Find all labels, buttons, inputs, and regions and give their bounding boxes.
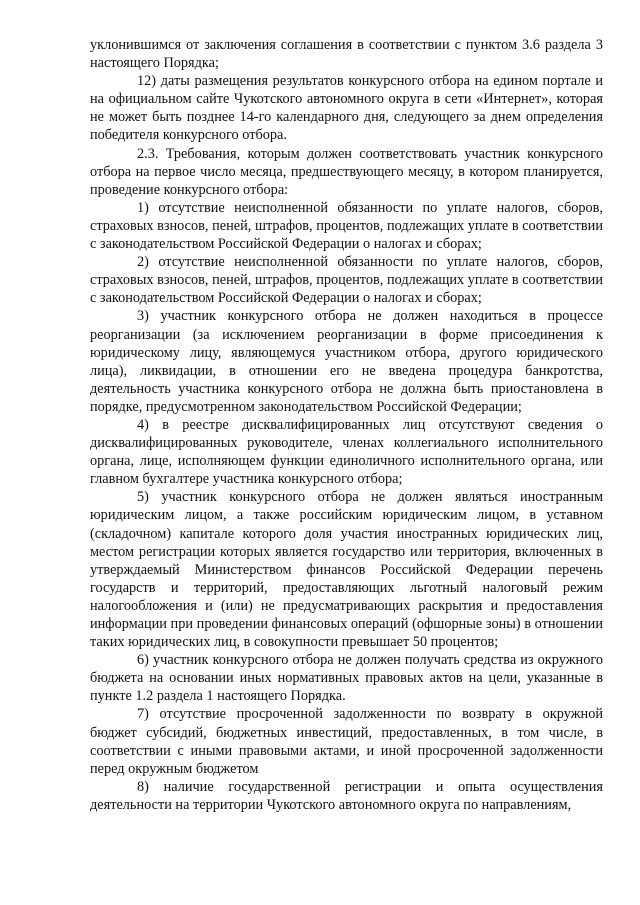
document-page [90, 36, 603, 814]
paragraph-item-8: 8) наличие государственной регистрации и опыта осуществления деятельности на территории Чукотского автономного округа по направлениям, [90, 778, 603, 813]
paragraph-item-6: 6) участник конкурсного отбора не должен получать средства из окружного бюджета на основании иных нормативных правовых актов на цели, указанные в пункте 1.2 раздела 1 настоящего Порядка. [90, 652, 603, 705]
paragraph-item-5: 5) участник конкурсного отбора не должен являться иностранным юридическим лицом, а также российским юридическим лицом, в уставном (складочном) капитале которого доля участия иностранных юридических лиц, местом регистрации которых является государство или территория, включенных в утверждаемый Министерством финансов Российской Федерации перечень государств и территорий, предоставляющих льготный налоговый режим налогообложения и (или) не предусматривающих раскрытия и предоставления информации при проведении финансовых операций (офшорные зоны) в отношении таких юридических лиц, в совокупности превышает 50 процентов; [90, 489, 603, 651]
paragraph-item-2: 2) отсутствие неисполненной обязанности по уплате налогов, сборов, страховых взносов, пеней, штрафов, процентов, подлежащих уплате в соответствии с законодательством Российской Федерации о налогах и сборах; [90, 254, 603, 307]
paragraph-item-7: 7) отсутствие просроченной задолженности по возврату в окружной бюджет субсидий, бюджетных инвестиций, предоставленных, в том числе, в соответствии с иными правовыми актами, и иной просроченной задолженности перед окружным бюджетом [90, 706, 603, 777]
paragraph-continuation: уклонившимся от заключения соглашения в соответствии с пунктом 3.6 раздела 3 настоящего Порядка; [90, 37, 603, 72]
paragraph-item-4: 4) в реестре дисквалифицированных лиц отсутствуют сведения о дисквалифицированных руководителе, членах коллегиального исполнительного органа, лице, исполняющем функции единоличного исполнительного органа, или главном бухгалтере участника конкурсного отбора; [90, 416, 603, 488]
paragraph-item-1: 1) отсутствие неисполненной обязанности по уплате налогов, сборов, страховых взносов, пеней, штрафов, процентов, подлежащих уплате в соответствии с законодательством Российской Федерации о налогах и сборах; [90, 199, 603, 253]
paragraph-item-3: 3) участник конкурсного отбора не должен находиться в процессе реорганизации (за исключением реорганизации в форме присоединения к юридическому лицу, являющемуся участником отбора, другого юридического лица), ликвидации, в отношении его не введена процедура банкротства, деятельность участника конкурсного отбора не должна быть приостановлена в порядке, предусмотренном законодательством Российской Федерации; [90, 308, 603, 415]
paragraph-section-2-3: 2.3. Требования, которым должен соответствовать участник конкурсного отбора на первое число месяца, предшествующего месяцу, в котором планируется, проведение конкурсного отбора: [90, 145, 603, 198]
paragraph-item-12: 12) даты размещения результатов конкурсного отбора на едином портале и на официальном сайте Чукотского автономного округа в сети «Интернет», которая не может быть позднее 14-го календарного дня, следующего за днем определения победителя конкурсного отбора. [90, 73, 603, 144]
